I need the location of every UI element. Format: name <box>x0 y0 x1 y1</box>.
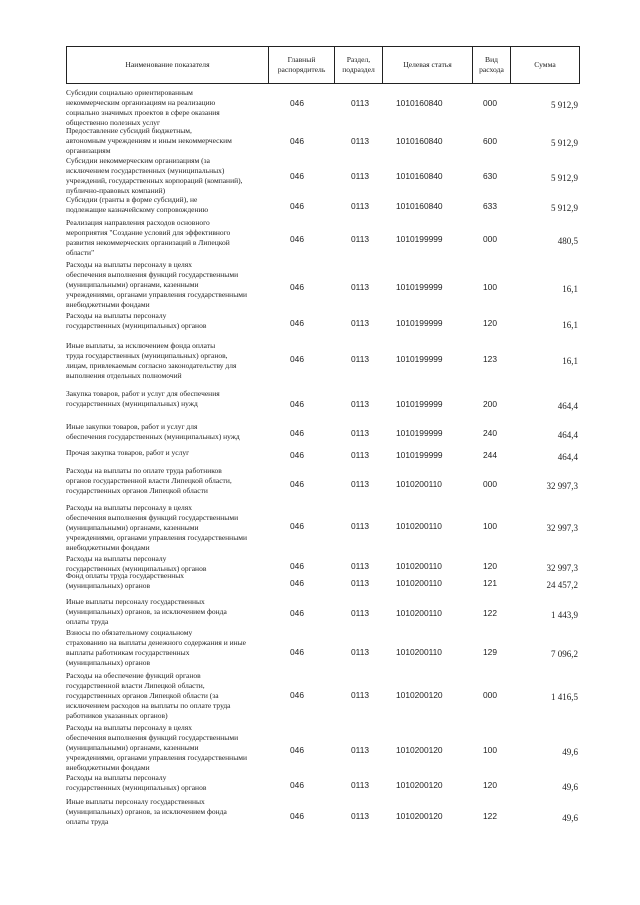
row-name: Фонд оплаты труда государственных (муниципальных) органов <box>66 571 185 590</box>
row-name: Расходы на обеспечение функций органов государственной власти Липецкой области, государственных органов Липецкой области (за исключением расходов на выплаты по оплате труда работников указанных органов) <box>66 671 231 720</box>
row-section: 0113 <box>351 98 370 108</box>
row-expense-type: 120 <box>483 318 497 328</box>
row-main-administrator: 046 <box>290 561 304 571</box>
row-main-administrator: 046 <box>290 690 304 700</box>
row-section: 0113 <box>351 450 370 460</box>
row-main-administrator: 046 <box>290 479 304 489</box>
row-expense-type: 122 <box>483 608 497 618</box>
row-sum: 5 912,9 <box>551 100 578 110</box>
row-section: 0113 <box>351 608 370 618</box>
row-main-administrator: 046 <box>290 521 304 531</box>
row-name: Расходы на выплаты персоналу государственных (муниципальных) органов <box>66 311 207 330</box>
row-expense-type: 000 <box>483 234 497 244</box>
row-expense-type: 000 <box>483 690 497 700</box>
row-sum: 32 997,3 <box>546 563 578 573</box>
row-name: Иные закупки товаров, работ и услуг для обеспечения государственных (муниципальных) нужд <box>66 422 240 441</box>
row-main-administrator: 046 <box>290 201 304 211</box>
row-name: Реализация направления расходов основного мероприятия "Создание условий для эффективного развития некоммерческих организаций в Липецкой области" <box>66 218 231 257</box>
table-header <box>66 46 580 84</box>
row-expense-type: 100 <box>483 282 497 292</box>
row-name: Предоставление субсидий бюджетным, автономным учреждениям и иным некоммерческим организациям <box>66 126 232 155</box>
row-target-article: 1010199999 <box>396 399 443 409</box>
row-section: 0113 <box>351 479 370 489</box>
row-target-article: 1010200110 <box>396 578 442 588</box>
row-sum: 5 912,9 <box>551 138 578 148</box>
row-main-administrator: 046 <box>290 136 304 146</box>
header-expense-type: Вид расхода <box>472 46 510 84</box>
row-section: 0113 <box>351 234 370 244</box>
row-section: 0113 <box>351 354 370 364</box>
row-expense-type: 244 <box>483 450 497 460</box>
row-name: Расходы на выплаты персоналу государственных (муниципальных) органов <box>66 773 207 792</box>
row-section: 0113 <box>351 318 370 328</box>
header-main-administrator: Главный распорядитель <box>268 46 334 84</box>
row-name: Расходы на выплаты персоналу в целях обеспечения выполнения функций государственными (муниципальными) органами, казенными учреждениями, органами управления государственными внебюджетными фондами <box>66 260 247 309</box>
row-main-administrator: 046 <box>290 399 304 409</box>
row-sum: 16,1 <box>562 320 578 330</box>
row-name: Расходы на выплаты персоналу государственных (муниципальных) органов <box>66 554 207 573</box>
row-expense-type: 120 <box>483 780 497 790</box>
row-section: 0113 <box>351 521 370 531</box>
row-sum: 7 096,2 <box>551 649 578 659</box>
row-expense-type: 633 <box>483 201 497 211</box>
row-main-administrator: 046 <box>290 354 304 364</box>
row-sum: 464,4 <box>557 452 578 462</box>
row-section: 0113 <box>351 201 370 211</box>
row-main-administrator: 046 <box>290 98 304 108</box>
row-expense-type: 000 <box>483 98 497 108</box>
row-expense-type: 240 <box>483 428 497 438</box>
row-section: 0113 <box>351 690 370 700</box>
row-main-administrator: 046 <box>290 450 304 460</box>
row-sum: 49,6 <box>562 782 578 792</box>
row-main-administrator: 046 <box>290 745 304 755</box>
row-expense-type: 000 <box>483 479 497 489</box>
row-sum: 464,4 <box>557 401 578 411</box>
row-name: Закупка товаров, работ и услуг для обеспечения государственных (муниципальных) нужд <box>66 389 220 408</box>
row-target-article: 1010200110 <box>396 608 442 618</box>
row-name: Субсидии некоммерческим организациям (за исключением государственных (муниципальных) учреждений, государственных корпораций (компаний), публично-правовых компаний) <box>66 156 243 195</box>
row-section: 0113 <box>351 745 370 755</box>
row-section: 0113 <box>351 399 370 409</box>
row-expense-type: 129 <box>483 647 497 657</box>
row-name: Субсидии социально ориентированным некоммерческим организациям на реализацию социально значимых проектов в сфере оказания общественно полезных услуг <box>66 88 220 127</box>
row-main-administrator: 046 <box>290 171 304 181</box>
header-target-article: Целевая статья <box>382 46 472 84</box>
row-target-article: 1010199999 <box>396 354 443 364</box>
row-section: 0113 <box>351 428 370 438</box>
row-expense-type: 630 <box>483 171 497 181</box>
row-section: 0113 <box>351 780 370 790</box>
row-main-administrator: 046 <box>290 428 304 438</box>
row-name: Иные выплаты персоналу государственных (муниципальных) органов, за исключением фонда оплаты труда <box>66 797 227 826</box>
row-main-administrator: 046 <box>290 811 304 821</box>
row-target-article: 1010200120 <box>396 745 443 755</box>
row-target-article: 1010199999 <box>396 318 443 328</box>
row-section: 0113 <box>351 647 370 657</box>
row-target-article: 1010200110 <box>396 561 442 571</box>
row-name: Субсидии (гранты в форме субсидий), не подлежащие казначейскому сопровождению <box>66 195 209 214</box>
row-sum: 464,4 <box>557 430 578 440</box>
row-sum: 5 912,9 <box>551 173 578 183</box>
row-expense-type: 121 <box>483 578 497 588</box>
row-sum: 1 416,5 <box>551 692 578 702</box>
row-section: 0113 <box>351 282 370 292</box>
row-sum: 24 457,2 <box>546 580 578 590</box>
row-sum: 480,5 <box>557 236 578 246</box>
row-expense-type: 600 <box>483 136 497 146</box>
row-main-administrator: 046 <box>290 318 304 328</box>
row-target-article: 1010199999 <box>396 428 443 438</box>
row-sum: 1 443,9 <box>551 610 578 620</box>
row-main-administrator: 046 <box>290 234 304 244</box>
row-sum: 49,6 <box>562 813 578 823</box>
row-expense-type: 122 <box>483 811 497 821</box>
header-sum: Сумма <box>510 46 580 84</box>
row-section: 0113 <box>351 578 370 588</box>
row-target-article: 1010200120 <box>396 780 443 790</box>
row-main-administrator: 046 <box>290 282 304 292</box>
row-sum: 32 997,3 <box>546 481 578 491</box>
row-name: Прочая закупка товаров, работ и услуг <box>66 448 190 457</box>
row-section: 0113 <box>351 136 370 146</box>
row-name: Иные выплаты персоналу государственных (муниципальных) органов, за исключением фонда оплаты труда <box>66 597 227 626</box>
header-section: Раздел, подраздел <box>334 46 382 84</box>
row-sum: 32 997,3 <box>546 523 578 533</box>
header-name: Наименование показателя <box>66 46 268 84</box>
row-sum: 5 912,9 <box>551 203 578 213</box>
row-target-article: 1010199999 <box>396 282 443 292</box>
row-name: Взносы по обязательному социальному страхованию на выплаты денежного содержания и иные выплаты работникам государственных (муниципальных) органов <box>66 628 246 667</box>
row-expense-type: 120 <box>483 561 497 571</box>
row-section: 0113 <box>351 561 370 571</box>
row-main-administrator: 046 <box>290 780 304 790</box>
row-target-article: 1010160840 <box>396 98 443 108</box>
row-sum: 16,1 <box>562 356 578 366</box>
row-target-article: 1010200120 <box>396 690 443 700</box>
row-expense-type: 100 <box>483 745 497 755</box>
row-target-article: 1010160840 <box>396 171 443 181</box>
row-main-administrator: 046 <box>290 608 304 618</box>
row-sum: 49,6 <box>562 747 578 757</box>
row-target-article: 1010200110 <box>396 479 442 489</box>
row-name: Расходы на выплаты персоналу в целях обеспечения выполнения функций государственными (муниципальными) органами, казенными учреждениями, органами управления государственными внебюджетными фондами <box>66 503 247 552</box>
row-target-article: 1010200120 <box>396 811 443 821</box>
row-name: Расходы на выплаты персоналу в целях обеспечения выполнения функций государственными (муниципальными) органами, казенными учреждениями, органами управления государственными внебюджетными фондами <box>66 723 247 772</box>
row-section: 0113 <box>351 171 370 181</box>
row-target-article: 1010160840 <box>396 201 443 211</box>
row-target-article: 1010200110 <box>396 521 442 531</box>
row-sum: 16,1 <box>562 284 578 294</box>
row-target-article: 1010199999 <box>396 234 443 244</box>
row-expense-type: 123 <box>483 354 497 364</box>
row-target-article: 1010199999 <box>396 450 443 460</box>
row-target-article: 1010160840 <box>396 136 443 146</box>
row-name: Расходы на выплаты по оплате труда работников органов государственной власти Липецкой области, государственных органов Липецкой области <box>66 466 232 495</box>
row-section: 0113 <box>351 811 370 821</box>
row-main-administrator: 046 <box>290 647 304 657</box>
row-expense-type: 200 <box>483 399 497 409</box>
row-main-administrator: 046 <box>290 578 304 588</box>
row-expense-type: 100 <box>483 521 497 531</box>
row-name: Иные выплаты, за исключением фонда оплаты труда государственных (муниципальных) органов, лицам, привлекаемым согласно законодательству для выполнения отдельных полномочий <box>66 341 237 380</box>
row-target-article: 1010200110 <box>396 647 442 657</box>
